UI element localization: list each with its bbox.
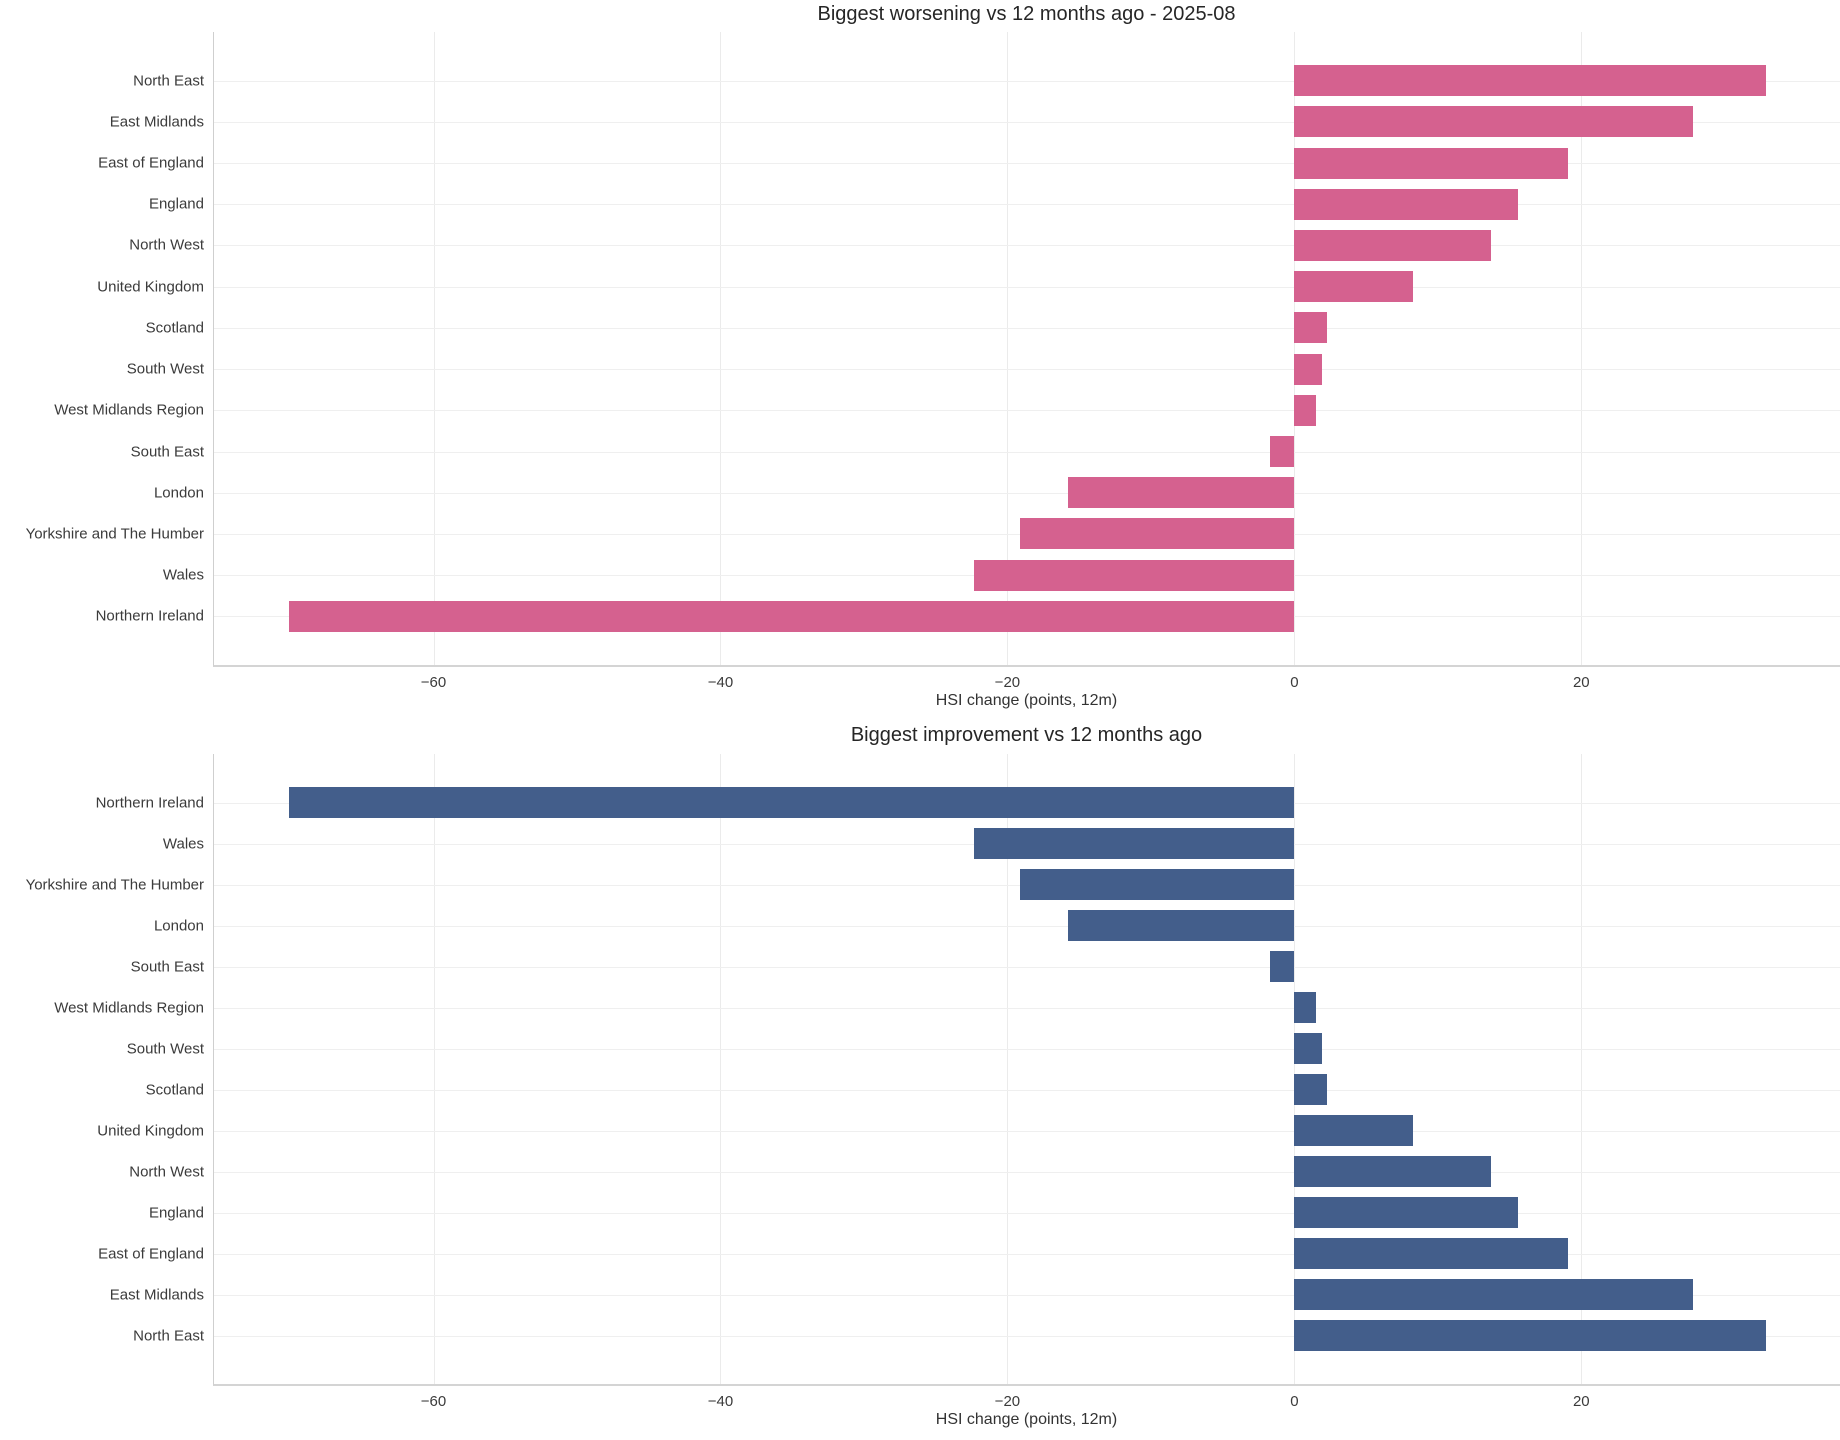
gridline-h xyxy=(214,1172,1840,1173)
gridline-h xyxy=(214,1049,1840,1050)
gridline-h xyxy=(214,163,1840,164)
bar-england xyxy=(1294,189,1518,220)
bar-east-of-england xyxy=(1294,1238,1568,1269)
bar-scotland xyxy=(1294,312,1327,343)
x-tick-label: 20 xyxy=(1572,674,1590,691)
category-label-south-west: South West xyxy=(126,1040,204,1057)
gridline-h xyxy=(214,1008,1840,1009)
category-label-northern-ireland: Northern Ireland xyxy=(95,794,204,811)
category-label-scotland: Scotland xyxy=(145,319,204,337)
category-label-london: London xyxy=(153,917,204,934)
gridline-v xyxy=(720,32,721,665)
bar-scotland xyxy=(1294,1074,1327,1105)
worsening-xaxis-label: HSI change (points, 12m) xyxy=(935,692,1118,709)
bar-west-midlands-region xyxy=(1294,992,1316,1023)
gridline-v xyxy=(434,754,435,1384)
bar-united-kingdom xyxy=(1294,1115,1413,1146)
gridline-h xyxy=(214,328,1840,329)
gridline-v xyxy=(434,32,435,665)
bar-north-west xyxy=(1294,1156,1491,1187)
improvement-chart-title: Biggest improvement vs 12 months ago xyxy=(850,724,1203,746)
category-label-yorkshire-and-the-humber: Yorkshire and The Humber xyxy=(25,876,204,893)
category-label-north-west: North West xyxy=(129,1163,204,1180)
bar-yorkshire-and-the-humber xyxy=(1020,518,1294,549)
bar-london xyxy=(1068,910,1295,941)
gridline-v xyxy=(720,754,721,1384)
gridline-h xyxy=(214,1131,1840,1132)
bar-england xyxy=(1294,1197,1518,1228)
bar-east-midlands xyxy=(1294,106,1693,137)
gridline-h xyxy=(214,1254,1840,1255)
category-label-north-east: North East xyxy=(133,72,204,90)
category-label-south-east: South East xyxy=(130,958,204,975)
x-tick-label: 0 xyxy=(1290,1393,1299,1410)
gridline-h xyxy=(214,967,1840,968)
category-label-wales: Wales xyxy=(162,835,204,852)
category-label-south-east: South East xyxy=(130,443,204,461)
x-tick-label: −40 xyxy=(707,674,734,691)
bar-london xyxy=(1068,477,1295,508)
category-label-west-midlands-region: West Midlands Region xyxy=(54,401,204,419)
x-tick-label: 0 xyxy=(1290,674,1299,691)
bar-south-west xyxy=(1294,1033,1321,1064)
gridline-h xyxy=(214,493,1840,494)
category-label-north-east: North East xyxy=(133,1327,204,1344)
gridline-h xyxy=(214,926,1840,927)
category-label-wales: Wales xyxy=(162,566,204,584)
category-label-england: England xyxy=(148,195,204,213)
x-tick-label: −60 xyxy=(420,1393,447,1410)
improvement-xaxis-label: HSI change (points, 12m) xyxy=(935,1411,1118,1428)
gridline-h xyxy=(214,369,1840,370)
gridline-h xyxy=(214,1213,1840,1214)
bar-united-kingdom xyxy=(1294,271,1413,302)
bar-west-midlands-region xyxy=(1294,395,1316,426)
gridline-h xyxy=(214,204,1840,205)
bar-north-west xyxy=(1294,230,1491,261)
bar-wales xyxy=(974,828,1294,859)
category-label-yorkshire-and-the-humber: Yorkshire and The Humber xyxy=(25,525,204,543)
gridline-h xyxy=(214,245,1840,246)
category-label-east-of-england: East of England xyxy=(98,1245,204,1262)
improvement-plot-area xyxy=(25,754,1840,1410)
category-label-south-west: South West xyxy=(126,360,204,378)
category-label-northern-ireland: Northern Ireland xyxy=(95,607,204,625)
category-label-united-kingdom: United Kingdom xyxy=(97,1122,204,1139)
category-label-scotland: Scotland xyxy=(145,1081,204,1098)
bar-east-midlands xyxy=(1294,1279,1693,1310)
category-label-east-of-england: East of England xyxy=(98,154,204,172)
category-label-united-kingdom: United Kingdom xyxy=(97,278,204,296)
bar-north-east xyxy=(1294,1320,1766,1351)
x-tick-label: 20 xyxy=(1572,1393,1590,1410)
category-label-east-midlands: East Midlands xyxy=(109,1286,204,1303)
bar-yorkshire-and-the-humber xyxy=(1020,869,1294,900)
bar-northern-ireland xyxy=(289,787,1295,818)
gridline-h xyxy=(214,1090,1840,1091)
bar-south-east xyxy=(1270,951,1294,982)
gridline-h xyxy=(214,410,1840,411)
worsening-chart-title: Biggest worsening vs 12 months ago - 2025-08 xyxy=(817,3,1236,25)
bar-north-east xyxy=(1294,65,1766,96)
x-tick-label: −20 xyxy=(994,1393,1021,1410)
category-label-west-midlands-region: West Midlands Region xyxy=(54,999,204,1016)
bar-east-of-england xyxy=(1294,148,1568,179)
x-tick-label: −40 xyxy=(707,1393,734,1410)
category-label-london: London xyxy=(153,484,204,502)
category-label-east-midlands: East Midlands xyxy=(109,113,204,131)
x-tick-label: −20 xyxy=(994,674,1021,691)
category-label-england: England xyxy=(148,1204,204,1221)
worsening-plot-area xyxy=(25,32,1840,691)
x-tick-label: −60 xyxy=(420,674,447,691)
gridline-h xyxy=(214,287,1840,288)
category-label-north-west: North West xyxy=(129,236,204,254)
bar-wales xyxy=(974,560,1294,591)
bar-south-west xyxy=(1294,354,1321,385)
bar-south-east xyxy=(1270,436,1294,467)
gridline-h xyxy=(214,452,1840,453)
bar-northern-ireland xyxy=(289,601,1295,632)
